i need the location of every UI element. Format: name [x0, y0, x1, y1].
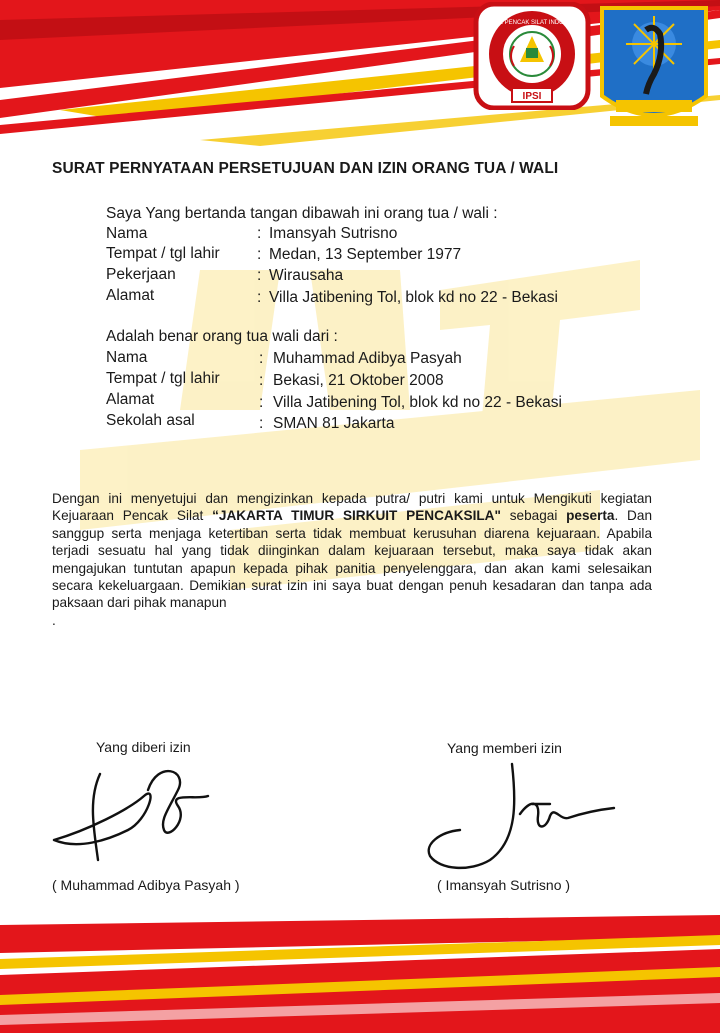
parent-address-label: Alamat [106, 287, 155, 304]
child-birth-label: Tempat / tgl lahir [106, 370, 220, 387]
event-name: “JAKARTA TIMUR SIRKUIT PENCAKSILA" [212, 508, 501, 524]
footer-decoration [0, 905, 720, 1033]
child-name-label: Nama [106, 349, 148, 366]
right-signature [420, 760, 620, 880]
child-name-colon: : [259, 350, 264, 367]
child-address-colon: : [259, 394, 264, 411]
right-signature-name: ( Imansyah Sutrisno ) [437, 877, 571, 893]
left-signature-name: ( Muhammad Adibya Pasyah ) [52, 877, 240, 893]
parent-job-value: Wirausaha [269, 267, 344, 284]
parent-address-value: Villa Jatibening Tol, blok kd no 22 - Bekasi [269, 289, 558, 306]
regional-emblem [596, 4, 712, 134]
parent-intro: Saya Yang bertanda tangan dibawah ini orang tua / wali : [106, 205, 498, 222]
parent-job-colon: : [257, 267, 262, 284]
parent-birth-colon: : [257, 246, 262, 263]
document-title: SURAT PERNYATAAN PERSETUJUAN DAN IZIN ORANG TUA / WALI [52, 160, 559, 177]
child-birth-colon: : [259, 372, 264, 389]
statement-part-1: Dengan ini menyetujui dan mengizinkan kepada putra/ putri kami untuk Mengikuti kegiatan Kejuaraan Pencak Silat [52, 491, 652, 524]
ipsi-ring-text: IKATAN PENCAK SILAT INDONESIA [482, 20, 582, 26]
statement-paragraph [52, 490, 652, 629]
parent-name-value: Imansyah Sutrisno [269, 225, 398, 242]
parent-job-label: Pekerjaan [106, 266, 176, 283]
parent-address-colon: : [257, 289, 262, 306]
ipsi-abbr: IPSI [522, 91, 542, 102]
child-school-colon: : [259, 415, 264, 432]
child-intro: Adalah benar orang tua wali dari : [106, 328, 338, 345]
parent-name-label: Nama [106, 225, 148, 242]
participant-role: peserta [566, 508, 615, 524]
child-address-label: Alamat [106, 391, 155, 408]
parent-name-colon: : [257, 225, 262, 242]
child-address-value: Villa Jatibening Tol, blok kd no 22 - Bekasi [273, 394, 562, 411]
child-school-label: Sekolah asal [106, 412, 195, 429]
statement-part-2: sebagai [500, 508, 567, 524]
parent-birth-label: Tempat / tgl lahir [106, 245, 220, 262]
child-birth-value: Bekasi, 21 Oktober 2008 [273, 372, 444, 389]
right-signature-label: Yang memberi izin [447, 740, 562, 756]
statement-part-3: . Dan sanggup serta menjaga ketertiban serta tidak membuat kerusuhan diarena kejuaraan. Apabila terjadi sesuatu hal yang tidak diinginkan dalam kejuaraan tersebut, maka saya tidak akan mengajukan tuntutan apapun kepada pihak panitia penyelenggara, dan akan kami selesaikan secara kekeluargaan. Demikian surat izin ini saya buat dengan penuh kesadaran dan tanpa ada paksaan dari pihak manapun [52, 508, 652, 611]
statement-trailing: . [52, 612, 56, 628]
child-name-value: Muhammad Adibya Pasyah [273, 350, 462, 367]
child-school-value: SMAN 81 Jakarta [273, 415, 395, 432]
left-signature [48, 760, 218, 870]
left-signature-label: Yang diberi izin [96, 739, 191, 755]
parent-birth-value: Medan, 13 September 1977 [269, 246, 462, 263]
ipsi-logo [472, 2, 592, 110]
